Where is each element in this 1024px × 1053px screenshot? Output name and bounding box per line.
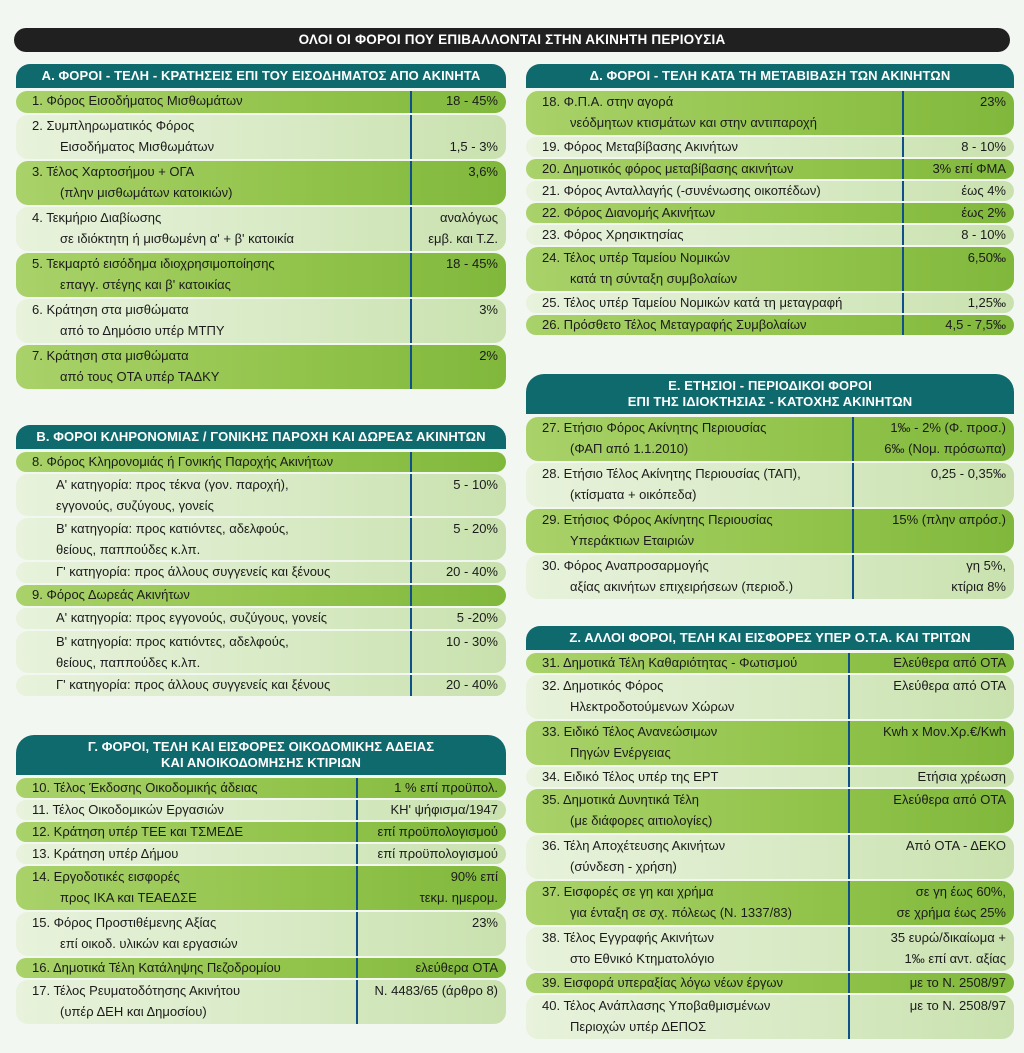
tax-rate: Kwh x Μον.Χρ.€/Kwh: [848, 721, 1014, 765]
section-c-building-permit-taxes: [16, 735, 506, 1024]
tax-description-line: Πηγών Ενέργειας: [570, 745, 671, 760]
tax-row: [526, 995, 1014, 1039]
tax-description: 8. Φόρος Κληρονομιάς ή Γονικής Παροχής Ακινήτων: [32, 454, 334, 469]
tax-row: [526, 835, 1014, 879]
tax-rate: ελεύθερα ΟΤΑ: [356, 958, 506, 978]
tax-row: [16, 822, 506, 842]
tax-description-line: (με διάφορες αιτιολογίες): [570, 813, 713, 828]
tax-description-line: Α' κατηγορία: προς τέκνα (γον. παροχή),: [56, 477, 289, 492]
tax-rate: [410, 452, 506, 472]
tax-description: 10. Τέλος Έκδοσης Οικοδομικής άδειας: [32, 780, 258, 795]
tax-rate: 10 - 30%: [410, 631, 506, 673]
tax-rate: 18 - 45%: [410, 253, 506, 297]
tax-description: [526, 555, 852, 599]
tax-description: [526, 927, 848, 971]
tax-description: Γ' κατηγορία: προς άλλους συγγενείς και ξένους: [56, 564, 331, 579]
tax-rate: 5 - 10%: [410, 474, 506, 516]
tax-rate: 1,5 - 3%: [410, 115, 506, 159]
tax-description-line: 6. Κράτηση στα μισθώματα: [32, 302, 189, 317]
tax-row: [526, 675, 1014, 719]
tax-description: [16, 207, 410, 251]
tax-row: [16, 562, 506, 583]
tax-description: [526, 789, 848, 833]
tax-description-line: επί οικοδ. υλικών και εργασιών: [60, 936, 238, 951]
tax-row: [16, 518, 506, 560]
tax-row: [526, 181, 1014, 201]
tax-rate: Ελεύθερα από ΟΤΑ: [848, 653, 1014, 673]
tax-rate: με το Ν. 2508/97: [848, 995, 1014, 1039]
tax-row: [16, 675, 506, 696]
tax-description-line: στο Εθνικό Κτηματολόγιο: [570, 951, 715, 966]
tax-rate: 2%: [410, 345, 506, 389]
section-b-title: Β. ΦΟΡΟΙ ΚΛΗΡΟΝΟΜΙΑΣ / ΓΟΝΙΚΗΣ ΠΑΡΟΧΗ ΚΑΙ ΔΩΡΕΑΣ ΑΚΙΝΗΤΩΝ: [16, 425, 506, 449]
tax-rate: 20 - 40%: [410, 562, 506, 583]
tax-rate: [410, 585, 506, 606]
tax-description-line: (υπέρ ΔΕΗ και Δημοσίου): [60, 1004, 207, 1019]
tax-row: [16, 474, 506, 516]
tax-description: 1. Φόρος Εισοδήματος Μισθωμάτων: [32, 93, 243, 108]
tax-row: [16, 161, 506, 205]
section-z-other-taxes: [526, 626, 1014, 1039]
section-e-title: Ε. ΕΤΗΣΙΟΙ - ΠΕΡΙΟΔΙΚΟΙ ΦΟΡΟΙ ΕΠΙ ΤΗΣ ΙΔΙΟΚΤΗΣΙΑΣ - ΚΑΤΟΧΗΣ ΑΚΙΝΗΤΩΝ: [526, 374, 1014, 414]
section-d-rows: [526, 88, 1014, 335]
tax-rate: Ελεύθερα από ΟΤΑ: [848, 789, 1014, 833]
tax-row: [16, 299, 506, 343]
tax-description: 25. Τέλος υπέρ Ταμείου Νομικών κατά τη μεταγραφή: [542, 295, 843, 310]
tax-description-line: 30. Φόρος Αναπροσαρμογής: [542, 558, 709, 573]
section-b-rows: [16, 449, 506, 696]
section-c-rows: [16, 775, 506, 1024]
tax-description: 23. Φόρος Χρησικτησίας: [542, 227, 684, 242]
tax-row: [16, 253, 506, 297]
tax-description: 9. Φόρος Δωρεάς Ακινήτων: [32, 587, 190, 602]
tax-rate: 1,25‰: [902, 293, 1014, 313]
tax-description-line: επαγγ. στέγης και β' κατοικίας: [60, 277, 231, 292]
tax-description: [16, 866, 356, 910]
section-b-inheritance-taxes: [16, 425, 506, 696]
tax-row: [526, 881, 1014, 925]
tax-rate: 35 ευρώ/δικαίωμα + 1‰ επί αντ. αξίας: [848, 927, 1014, 971]
section-e-annual-taxes: [526, 374, 1014, 599]
tax-description-line: 28. Ετήσιο Τέλος Ακίνητης Περιουσίας (ΤΑΠ),: [542, 466, 801, 481]
tax-row: [16, 958, 506, 978]
tax-rate: 1‰ - 2% (Φ. προσ.) 6‰ (Νομ. πρόσωπα): [852, 417, 1014, 461]
tax-rate: 3% επί ΦΜΑ: [902, 159, 1014, 179]
tax-description: [16, 161, 410, 205]
tax-description-line: 15. Φόρος Προστιθέμενης Αξίας: [32, 915, 217, 930]
tax-description-line: Περιοχών υπέρ ΔΕΠΟΣ: [570, 1019, 707, 1034]
tax-rate: 6,50‰: [902, 247, 1014, 291]
tax-row: [16, 207, 506, 251]
tax-description-line: εγγονούς, συζύγους, γονείς: [56, 498, 214, 513]
tax-description-line: 7. Κράτηση στα μισθώματα: [32, 348, 189, 363]
tax-description: [16, 345, 410, 389]
section-a-title: Α. ΦΟΡΟΙ - ΤΕΛΗ - ΚΡΑΤΗΣΕΙΣ ΕΠΙ ΤΟΥ ΕΙΣΟΔΗΜΑΤΟΣ ΑΠΟ ΑΚΙΝΗΤΑ: [16, 64, 506, 88]
tax-rate: 23%: [356, 912, 506, 956]
tax-description-line: 2. Συμπληρωματικός Φόρος: [32, 118, 195, 133]
tax-description-line: για ένταξη σε σχ. πόλεως (Ν. 1337/83): [570, 905, 792, 920]
tax-description-line: Ηλεκτροδοτούμενων Χώρων: [570, 699, 735, 714]
tax-description-line: 3. Τέλος Χαρτοσήμου + ΟΓΑ: [32, 164, 195, 179]
tax-rate: ΚΗ' ψήφισμα/1947: [356, 800, 506, 820]
tax-rate: 5 - 20%: [410, 518, 506, 560]
section-z-rows: [526, 650, 1014, 1039]
tax-rate: 8 - 10%: [902, 137, 1014, 157]
tax-description: [526, 463, 852, 507]
tax-description-line: 18. Φ.Π.Α. στην αγορά: [542, 94, 674, 109]
tax-rate: γη 5%, κτίρια 8%: [852, 555, 1014, 599]
tax-description-line: θείους, παππούδες κ.λπ.: [56, 655, 201, 670]
tax-row: [16, 115, 506, 159]
tax-row: [526, 653, 1014, 673]
tax-row: [16, 608, 506, 629]
section-a-rows: [16, 88, 506, 389]
tax-description: 16. Δημοτικά Τέλη Κατάληψης Πεζοδρομίου: [32, 960, 281, 975]
tax-description-line: (κτίσματα + οικόπεδα): [570, 487, 697, 502]
tax-rate: έως 2%: [902, 203, 1014, 223]
tax-description-line: 37. Εισφορές σε γη και χρήμα: [542, 884, 714, 899]
tax-row: [16, 585, 506, 606]
tax-row: [526, 721, 1014, 765]
tax-rate: αναλόγως εμβ. και Τ.Ζ.: [410, 207, 506, 251]
tax-description-line: Β' κατηγορία: προς κατιόντες, αδελφούς,: [56, 634, 289, 649]
tax-rate: 3%: [410, 299, 506, 343]
tax-description-line: 4. Τεκμήριο Διαβίωσης: [32, 210, 162, 225]
section-c-title: Γ. ΦΟΡΟΙ, ΤΕΛΗ ΚΑΙ ΕΙΣΦΟΡΕΣ ΟΙΚΟΔΟΜΙΚΗΣ ΑΔΕΙΑΣ ΚΑΙ ΑΝΟΙΚΟΔΟΜΗΣΗΣ ΚΤΙΡΙΩΝ: [16, 735, 506, 775]
tax-description: [16, 299, 410, 343]
tax-row: [16, 844, 506, 864]
tax-rate: 15% (πλην απρόσ.): [852, 509, 1014, 553]
tax-description-line: κατά τη σύνταξη συμβολαίων: [570, 271, 738, 286]
tax-description-line: αξίας ακινήτων επιχειρήσεων (περιοδ.): [570, 579, 794, 594]
tax-rate: με το Ν. 2508/97: [848, 973, 1014, 993]
page-banner: ΟΛΟΙ ΟΙ ΦΟΡΟΙ ΠΟΥ ΕΠΙΒΑΛΛΟΝΤΑΙ ΣΤΗΝ ΑΚΙΝΗΤΗ ΠΕΡΙΟΥΣΙΑ: [14, 28, 1010, 52]
tax-description: [526, 675, 848, 719]
tax-row: [526, 315, 1014, 335]
tax-row: [526, 91, 1014, 135]
tax-row: [526, 225, 1014, 245]
tax-row: [16, 912, 506, 956]
tax-row: [16, 866, 506, 910]
tax-row: [526, 417, 1014, 461]
tax-row: [526, 509, 1014, 553]
tax-description-line: προς ΙΚΑ και ΤΕΑΕΔΣΕ: [60, 890, 197, 905]
tax-description: 12. Κράτηση υπέρ ΤΕΕ και ΤΣΜΕΔΕ: [32, 824, 243, 839]
tax-row: [526, 463, 1014, 507]
tax-rate: 1 % επί προϋπολ.: [356, 778, 506, 798]
tax-row: [526, 973, 1014, 993]
tax-rate: Ετήσια χρέωση: [848, 767, 1014, 787]
tax-description-line: 27. Ετήσιο Φόρος Ακίνητης Περιουσίας: [542, 420, 767, 435]
tax-description: [16, 912, 356, 956]
tax-rate: Από ΟΤΑ - ΔΕΚΟ: [848, 835, 1014, 879]
tax-row: [526, 789, 1014, 833]
tax-rate: έως 4%: [902, 181, 1014, 201]
tax-description-line: 40. Τέλος Ανάπλασης Υποβαθμισμένων: [542, 998, 771, 1013]
tax-description-line: 35. Δημοτικά Δυνητικά Τέλη: [542, 792, 700, 807]
tax-row: [16, 631, 506, 673]
tax-description: [526, 509, 852, 553]
section-a-income-taxes: [16, 64, 506, 389]
tax-description-line: νεόδμητων κτισμάτων και στην αντιπαροχή: [570, 115, 817, 130]
tax-description-line: θείους, παππούδες κ.λπ.: [56, 542, 201, 557]
tax-rate: σε γη έως 60%, σε χρήμα έως 25%: [848, 881, 1014, 925]
tax-description-line: 38. Τέλος Εγγραφής Ακινήτων: [542, 930, 714, 945]
tax-row: [526, 927, 1014, 971]
tax-description: [16, 115, 410, 159]
tax-description: [16, 253, 410, 297]
section-d-title: Δ. ΦΟΡΟΙ - ΤΕΛΗ ΚΑΤΑ ΤΗ ΜΕΤΑΒΙΒΑΣΗ ΤΩΝ ΑΚΙΝΗΤΩΝ: [526, 64, 1014, 88]
tax-rate: 0,25 - 0,35‰: [852, 463, 1014, 507]
tax-description-line: 14. Εργοδοτικές εισφορές: [32, 869, 180, 884]
tax-rate: 5 -20%: [410, 608, 506, 629]
tax-row: [526, 293, 1014, 313]
tax-rate: επί προϋπολογισμού: [356, 844, 506, 864]
tax-description-line: 33. Ειδικό Τέλος Ανανεώσιμων: [542, 724, 718, 739]
tax-row: [16, 345, 506, 389]
tax-rate: 4,5 - 7,5‰: [902, 315, 1014, 335]
tax-description: 11. Τέλος Οικοδομικών Εργασιών: [32, 802, 224, 817]
tax-description: [526, 995, 848, 1039]
tax-description: [526, 247, 902, 291]
tax-row: [16, 800, 506, 820]
tax-rate: 18 - 45%: [410, 91, 506, 113]
tax-description: [526, 881, 848, 925]
tax-description: [526, 721, 848, 765]
tax-row: [16, 778, 506, 798]
tax-description: Γ' κατηγορία: προς άλλους συγγενείς και ξένους: [56, 677, 331, 692]
section-d-transfer-taxes: [526, 64, 1014, 335]
tax-description: Α' κατηγορία: προς εγγονούς, συζύγους, γονείς: [56, 610, 328, 625]
tax-description-line: 17. Τέλος Ρευματοδότησης Ακινήτου: [32, 983, 241, 998]
tax-description: 21. Φόρος Ανταλλαγής (-συνένωσης οικοπέδων): [542, 183, 821, 198]
tax-description-line: 5. Τεκμαρτό εισόδημα ιδιοχρησιμοποίησης: [32, 256, 275, 271]
tax-row: [526, 203, 1014, 223]
tax-row: [526, 555, 1014, 599]
tax-description: [526, 835, 848, 879]
tax-rate: επί προϋπολογισμού: [356, 822, 506, 842]
tax-description: 26. Πρόσθετο Τέλος Μεταγραφής Συμβολαίων: [542, 317, 807, 332]
tax-description: 13. Κράτηση υπέρ Δήμου: [32, 846, 179, 861]
tax-description: [16, 631, 410, 673]
tax-description-line: Β' κατηγορία: προς κατιόντες, αδελφούς,: [56, 521, 289, 536]
tax-description: [16, 518, 410, 560]
tax-description-line: (ΦΑΠ από 1.1.2010): [570, 441, 689, 456]
tax-description: 31. Δημοτικά Τέλη Καθαριότητας - Φωτισμού: [542, 655, 798, 670]
tax-description: 20. Δημοτικός φόρος μεταβίβασης ακινήτων: [542, 161, 794, 176]
tax-description-line: 29. Ετήσιος Φόρος Ακίνητης Περιουσίας: [542, 512, 773, 527]
tax-description: [526, 417, 852, 461]
tax-rate: 3,6%: [410, 161, 506, 205]
tax-row: [526, 159, 1014, 179]
tax-row: [16, 91, 506, 113]
tax-description-line: 36. Τέλη Αποχέτευσης Ακινήτων: [542, 838, 726, 853]
tax-rate: 20 - 40%: [410, 675, 506, 696]
tax-description-line: σε ιδιόκτητη ή μισθωμένη α' + β' κατοικία: [60, 231, 294, 246]
tax-rate: Ελεύθερα από ΟΤΑ: [848, 675, 1014, 719]
tax-description-line: 32. Δημοτικός Φόρος: [542, 678, 664, 693]
tax-row: [526, 137, 1014, 157]
tax-row: [16, 980, 506, 1024]
tax-description: 39. Εισφορά υπεραξίας λόγω νέων έργων: [542, 975, 784, 990]
tax-rate: Ν. 4483/65 (άρθρο 8): [356, 980, 506, 1024]
tax-description-line: Υπεράκτιων Εταιριών: [570, 533, 695, 548]
tax-description: [16, 474, 410, 516]
tax-description-line: (πλην μισθωμάτων κατοικιών): [60, 185, 233, 200]
tax-rate: 8 - 10%: [902, 225, 1014, 245]
tax-row: [526, 767, 1014, 787]
tax-description: 34. Ειδικό Τέλος υπέρ της ΕΡΤ: [542, 769, 719, 784]
tax-row: [16, 452, 506, 472]
tax-row: [526, 247, 1014, 291]
tax-description: 19. Φόρος Μεταβίβασης Ακινήτων: [542, 139, 739, 154]
tax-description-line: 24. Τέλος υπέρ Ταμείου Νομικών: [542, 250, 730, 265]
tax-description-line: Εισοδήματος Μισθωμάτων: [60, 139, 215, 154]
tax-description-line: (σύνδεση - χρήση): [570, 859, 677, 874]
tax-description: [526, 91, 902, 135]
tax-description-line: από το Δημόσιο υπέρ ΜΤΠΥ: [60, 323, 225, 338]
section-e-rows: [526, 414, 1014, 599]
tax-rate: 23%: [902, 91, 1014, 135]
tax-description-line: από τους ΟΤΑ υπέρ ΤΑΔΚΥ: [60, 369, 220, 384]
tax-description: [16, 980, 356, 1024]
tax-rate: 90% επί τεκμ. ημερομ.: [356, 866, 506, 910]
section-z-title: Ζ. ΑΛΛΟΙ ΦΟΡΟΙ, ΤΕΛΗ ΚΑΙ ΕΙΣΦΟΡΕΣ ΥΠΕΡ Ο.Τ.Α. ΚΑΙ ΤΡΙΤΩΝ: [526, 626, 1014, 650]
tax-description: 22. Φόρος Διανομής Ακινήτων: [542, 205, 716, 220]
